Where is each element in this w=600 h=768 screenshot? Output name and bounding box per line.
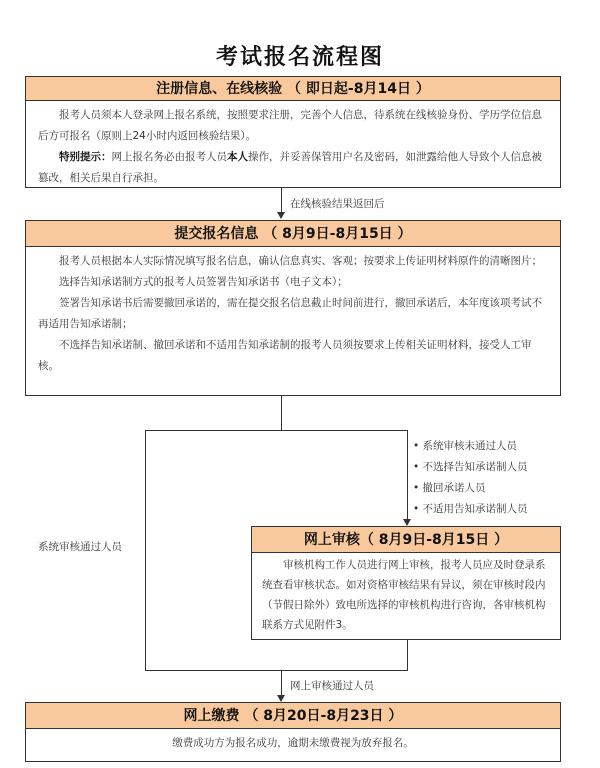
merge-horizontal-line bbox=[145, 670, 408, 671]
step-register-verify bbox=[25, 76, 561, 188]
page-title: 考试报名流程图 bbox=[215, 44, 384, 70]
step-submit-info-heading: 提交报名信息 （ 8月9日-8月15日 ） bbox=[26, 221, 560, 247]
step-register-verify-body bbox=[26, 101, 560, 189]
step3-bottom-stem bbox=[407, 640, 408, 670]
branch-left-vertical bbox=[145, 430, 146, 670]
step-submit-info-text-4: 不选择告知承诺制、撤回承诺和不适用告知承诺制的报考人员须按要求上传相关证明材料，接受人工审核。 bbox=[38, 339, 532, 372]
special-notice-label: 特别提示： bbox=[59, 151, 112, 163]
step-online-payment-heading: 网上缴费 （ 8月20日-8月23日 ） bbox=[26, 703, 560, 729]
arrow-3-line bbox=[281, 670, 282, 696]
step-online-payment-body bbox=[26, 729, 560, 754]
branch-right-item: • 不选择告知承诺制人员 bbox=[413, 461, 528, 473]
branch-right-list bbox=[413, 436, 528, 520]
arrow-1-head bbox=[277, 212, 285, 219]
step-online-payment-text: 缴费成功方为报名成功，逾期未缴费视为放弃报名。 bbox=[172, 737, 414, 749]
step-online-payment bbox=[25, 702, 561, 762]
step-online-review-text: 审核机构工作人员进行网上审核，报考人员应及时登录系统查看审核状态。如对资格审核结果有异议，须在审核时段内（节假日除外）致电所选择的审核机构进行咨询，各审核机构联系方式见附件3。 bbox=[262, 559, 546, 631]
branch-right-vertical bbox=[407, 430, 408, 520]
step-online-review-heading: 网上审核（ 8月9日-8月15日 ） bbox=[252, 527, 560, 553]
branch-right-item: • 系统审核未通过人员 bbox=[413, 440, 518, 452]
arrow-3-head bbox=[277, 695, 285, 702]
branch-right-item: • 不适用告知承诺制人员 bbox=[413, 503, 528, 515]
step-submit-info bbox=[25, 220, 561, 396]
branch-stem-line bbox=[281, 396, 282, 430]
branch-right-item: • 撤回承诺人员 bbox=[413, 482, 486, 494]
special-notice bbox=[38, 147, 548, 189]
special-notice-emphasis: 本人 bbox=[227, 151, 248, 163]
branch-right-arrow-head bbox=[403, 519, 411, 526]
step-register-verify-text: 报考人员须本人登录网上报名系统，按照要求注册，完善个人信息，待系统在线核验身份、学历学位信息后方可报名（原则上24小时内返回核验结果）。 bbox=[38, 109, 542, 142]
arrow-3-label: 网上审核通过人员 bbox=[290, 680, 374, 692]
step-register-verify-heading: 注册信息、在线核验 （ 即日起-8月14日 ） bbox=[26, 77, 560, 101]
step-submit-info-text-2: 选择告知承诺制方式的报考人员签署告知承诺书（电子文本）； bbox=[59, 276, 348, 288]
branch-left-label: 系统审核通过人员 bbox=[38, 541, 122, 553]
arrow-1-label: 在线核验结果返回后 bbox=[290, 198, 385, 210]
step-submit-info-text-1: 报考人员根据本人实际情况填写报名信息，确认信息真实、客观；按要求上传证明材料原件的清晰图片； bbox=[59, 255, 542, 267]
step-online-review-body bbox=[252, 553, 560, 635]
step-online-review bbox=[251, 526, 561, 640]
branch-horizontal-line bbox=[145, 430, 408, 431]
step-submit-info-body bbox=[26, 247, 560, 377]
arrow-1-line bbox=[281, 188, 282, 213]
special-notice-text-after: 操作，并妥善保管用户名及密码，如泄露给他人导致个人信息被篡改，相关后果自行承担。 bbox=[38, 151, 542, 184]
step-submit-info-text-3: 签署告知承诺书后需要撤回承诺的，需在提交报名信息截止时间前进行，撤回承诺后，本年度该项考试不再适用告知承诺制； bbox=[38, 297, 542, 330]
special-notice-text-before: 网上报名务必由报考人员 bbox=[111, 151, 227, 163]
